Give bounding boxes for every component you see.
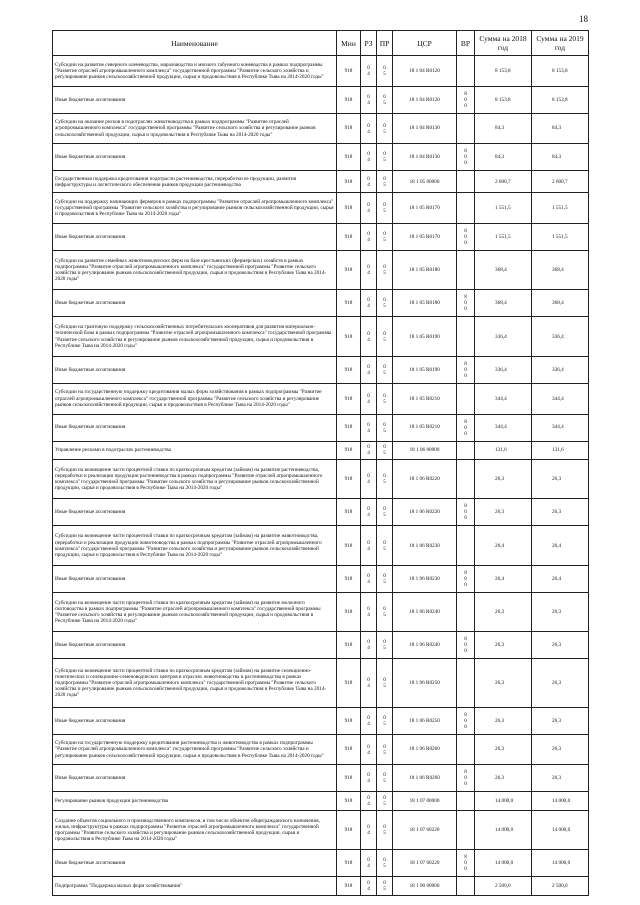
cell-min: 918 (337, 526, 361, 566)
cell-vr: 8 0 0 (457, 499, 475, 526)
cell-vr (457, 459, 475, 499)
cell-name: Иные бюджетные ассигнования (53, 86, 337, 113)
cell-name: Иные бюджетные ассигнования (53, 765, 337, 792)
cell-name: Подпрограмма "Поддержка малых форм хозяйствования" (53, 877, 337, 896)
table-row (53, 171, 589, 193)
column-header-vr: ВР (457, 31, 475, 56)
table-row (53, 707, 589, 734)
table-row (53, 499, 589, 526)
cell-csr: 18 1 00 00000 (393, 877, 457, 896)
cell-pr: 0 5 (377, 459, 393, 499)
cell-pr: 0 5 (377, 56, 393, 87)
cell-vr (457, 193, 475, 224)
cell-sum-2018: 1 551,5 (475, 223, 532, 250)
cell-csr: 18 1 07 60220 (393, 810, 457, 850)
cell-sum-2018: 368,4 (475, 250, 532, 290)
table-row (53, 526, 589, 566)
cell-min: 918 (337, 317, 361, 357)
table-body (53, 56, 589, 896)
cell-csr: 18 1 05 R0180 (393, 250, 457, 290)
table-header-row (53, 31, 589, 56)
cell-min: 918 (337, 499, 361, 526)
cell-name: Иные бюджетные ассигнования (53, 414, 337, 441)
cell-rz: 0 4 (361, 792, 377, 810)
cell-csr: 18 1 05 R0180 (393, 290, 457, 317)
cell-min: 918 (337, 659, 361, 707)
cell-csr: 18 1 05 00000 (393, 171, 457, 193)
column-header-sum-2019: Сумма на 2019 год (532, 31, 589, 56)
cell-name: Субсидии на возмещение части процентной ставки по краткосрочным кредитам (займам) на развитие животноводства, переработки и реализации продукции животноводства в рамках подпрограммы "Развитие отраслей агропромышленного комплекса" государственной программы "Развитие сельского хозяйства и регулирование рынков сельскохозяйственной продукции, сырья и продовольствия в Республике Тыва на 2014-2020 годы" (53, 526, 337, 566)
cell-name: Государственная поддержка кредитования подотрасли растениеводства, переработки ее продукции, развития инфраструктуры и логистического обеспечения рынков продукции растениеводства (53, 171, 337, 193)
cell-csr: 18 1 04 R0120 (393, 56, 457, 87)
cell-min: 918 (337, 414, 361, 441)
cell-sum-2018: 1 551,5 (475, 193, 532, 224)
table-row (53, 441, 589, 459)
cell-sum-2019: 344,4 (532, 383, 589, 414)
cell-sum-2019: 26,4 (532, 526, 589, 566)
cell-sum-2018: 344,4 (475, 414, 532, 441)
cell-rz: 0 4 (361, 56, 377, 87)
cell-sum-2019: 2 500,0 (532, 877, 589, 896)
cell-min: 918 (337, 441, 361, 459)
cell-pr: 0 5 (377, 414, 393, 441)
cell-pr: 0 5 (377, 565, 393, 592)
cell-name: Субсидии на возмещение части процентной ставки по краткосрочным кредитам (займам) на развитие молочного скотоводства в рамках подпрограммы "Развитие отраслей агропромышленного комплекса" государственной программы "Развитие сельского хозяйства и регулирование рынков сельскохозяйственной продукции, сырья и продовольствия в Республике Тыва на 2014-2020 годы" (53, 592, 337, 632)
cell-vr: 8 0 0 (457, 414, 475, 441)
cell-vr (457, 383, 475, 414)
cell-csr: 18 1 06 R0240 (393, 592, 457, 632)
cell-csr: 18 1 06 00000 (393, 441, 457, 459)
cell-pr: 0 5 (377, 223, 393, 250)
cell-csr: 18 1 06 R0250 (393, 659, 457, 707)
cell-sum-2019: 26,3 (532, 459, 589, 499)
table-row (53, 317, 589, 357)
cell-name: Иные бюджетные ассигнования (53, 850, 337, 877)
cell-sum-2019: 344,4 (532, 414, 589, 441)
cell-name: Иные бюджетные ассигнования (53, 144, 337, 171)
cell-sum-2018: 368,4 (475, 290, 532, 317)
cell-min: 918 (337, 290, 361, 317)
cell-vr (457, 113, 475, 144)
cell-rz: 0 4 (361, 113, 377, 144)
table-row (53, 765, 589, 792)
cell-pr: 0 5 (377, 632, 393, 659)
cell-sum-2018: 344,4 (475, 383, 532, 414)
cell-rz: 0 4 (361, 526, 377, 566)
cell-sum-2018: 336,4 (475, 317, 532, 357)
cell-rz: 0 4 (361, 250, 377, 290)
cell-sum-2018: 26,3 (475, 765, 532, 792)
cell-sum-2018: 2 500,0 (475, 877, 532, 896)
table-row (53, 290, 589, 317)
cell-pr: 0 5 (377, 877, 393, 896)
cell-pr: 0 5 (377, 317, 393, 357)
cell-sum-2018: 84,3 (475, 113, 532, 144)
cell-csr: 18 1 04 R0130 (393, 113, 457, 144)
cell-min: 918 (337, 592, 361, 632)
cell-min: 918 (337, 113, 361, 144)
cell-vr (457, 810, 475, 850)
cell-min: 918 (337, 707, 361, 734)
budget-table (52, 30, 589, 896)
cell-sum-2019: 8 153,8 (532, 86, 589, 113)
cell-sum-2019: 8 153,8 (532, 56, 589, 87)
cell-min: 918 (337, 223, 361, 250)
cell-min: 918 (337, 383, 361, 414)
cell-csr: 18 1 05 R0170 (393, 193, 457, 224)
table-row (53, 850, 589, 877)
cell-vr: 8 0 0 (457, 850, 475, 877)
cell-vr (457, 592, 475, 632)
table-row (53, 86, 589, 113)
page-number: 18 (579, 14, 588, 24)
cell-pr: 0 5 (377, 592, 393, 632)
cell-pr: 0 5 (377, 499, 393, 526)
cell-min: 918 (337, 565, 361, 592)
cell-sum-2019: 14 000,0 (532, 792, 589, 810)
cell-sum-2018: 26,3 (475, 632, 532, 659)
cell-rz: 0 4 (361, 171, 377, 193)
cell-sum-2018: 14 000,0 (475, 792, 532, 810)
cell-name: Субсидии на оказание рисков в подотраслях животноводства в рамках подпрограммы "Развитие отраслей агропромышленного комплекса" государственной программы "Развитие сельского хозяйства и регулирование рынков сельскохозяйственной продукции, сырья и продовольствия в Республике Тыва на 2014-2020 годы" (53, 113, 337, 144)
cell-rz: 0 4 (361, 86, 377, 113)
table-row (53, 734, 589, 765)
cell-name: Регулирование рынков продукции растениеводства (53, 792, 337, 810)
cell-rz: 0 4 (361, 707, 377, 734)
cell-rz: 0 4 (361, 317, 377, 357)
cell-min: 918 (337, 792, 361, 810)
cell-csr: 18 1 05 R0170 (393, 223, 457, 250)
column-header-rz: РЗ (361, 31, 377, 56)
cell-vr: 8 0 0 (457, 290, 475, 317)
cell-pr: 0 5 (377, 792, 393, 810)
cell-vr (457, 659, 475, 707)
cell-sum-2018: 26,3 (475, 659, 532, 707)
cell-rz: 0 4 (361, 414, 377, 441)
cell-rz: 0 4 (361, 356, 377, 383)
cell-pr: 0 5 (377, 171, 393, 193)
cell-sum-2019: 368,4 (532, 250, 589, 290)
table-row (53, 356, 589, 383)
cell-rz: 0 4 (361, 290, 377, 317)
cell-name: Управление рисками в подотраслях растениеводства (53, 441, 337, 459)
table-row (53, 877, 589, 896)
cell-vr (457, 734, 475, 765)
cell-sum-2018: 26,4 (475, 565, 532, 592)
cell-min: 918 (337, 877, 361, 896)
cell-csr: 18 1 06 R0240 (393, 632, 457, 659)
cell-sum-2018: 26,3 (475, 459, 532, 499)
cell-min: 918 (337, 356, 361, 383)
cell-csr: 18 1 06 R0230 (393, 526, 457, 566)
cell-vr: 8 0 0 (457, 707, 475, 734)
cell-min: 918 (337, 810, 361, 850)
cell-vr (457, 526, 475, 566)
cell-vr (457, 171, 475, 193)
cell-csr: 18 1 07 60220 (393, 850, 457, 877)
cell-min: 918 (337, 171, 361, 193)
cell-csr: 18 1 06 R0220 (393, 459, 457, 499)
cell-sum-2018: 26,4 (475, 526, 532, 566)
cell-pr: 0 5 (377, 707, 393, 734)
table-row (53, 56, 589, 87)
cell-name: Субсидии на развитие северного оленеводства, мараловодства и мясного табунного коневодства в рамках подпрограммы "Развитие отраслей агропромышленного комплекса" государственной программы "Развитие сельского хозяйства и регулирование рынков сельскохозяйственной продукции, сырья и продовольствия в Республике Тыва на 2014-2020 годы" (53, 56, 337, 87)
cell-vr (457, 877, 475, 896)
cell-vr (457, 792, 475, 810)
cell-name: Субсидии на государственную поддержку кредитования малых форм хозяйствования в рамках подпрограммы "Развитие отраслей агропромышленного комплекса" государственной программы "Развитие сельского хозяйства и регулирование рынков сельскохозяйственной продукции, сырья и продовольствия в Республике Тыва на 2014-2020 годы" (53, 383, 337, 414)
cell-sum-2019: 26,3 (532, 592, 589, 632)
cell-csr: 18 1 04 R0120 (393, 86, 457, 113)
table-row (53, 565, 589, 592)
cell-rz: 0 4 (361, 144, 377, 171)
cell-vr (457, 56, 475, 87)
cell-min: 918 (337, 144, 361, 171)
cell-vr: 8 0 0 (457, 356, 475, 383)
table-row (53, 659, 589, 707)
cell-min: 918 (337, 765, 361, 792)
cell-csr: 18 1 07 00000 (393, 792, 457, 810)
cell-pr: 0 5 (377, 193, 393, 224)
cell-rz: 0 4 (361, 659, 377, 707)
cell-rz: 0 4 (361, 193, 377, 224)
table-row (53, 459, 589, 499)
cell-sum-2018: 14 000,0 (475, 810, 532, 850)
column-header-min: Мин (337, 31, 361, 56)
cell-pr: 0 5 (377, 765, 393, 792)
cell-pr: 0 5 (377, 526, 393, 566)
cell-sum-2019: 26,3 (532, 734, 589, 765)
cell-csr: 18 1 06 R0260 (393, 734, 457, 765)
cell-name: Иные бюджетные ассигнования (53, 499, 337, 526)
cell-csr: 18 1 04 R0130 (393, 144, 457, 171)
cell-sum-2019: 336,4 (532, 317, 589, 357)
cell-sum-2019: 1 551,5 (532, 193, 589, 224)
cell-sum-2019: 368,4 (532, 290, 589, 317)
cell-name: Субсидии на развитие семейных животноводческих ферм на базе крестьянских (фермерских) хозяйств в рамках подпрограммы "Развитие отраслей агропромышленного комплекса" государственной программы "Развитие сельского хозяйства и регулирование рынков сельскохозяйственной продукции, сырья и продовольствия в Республике Тыва на 2014-2020 годы" (53, 250, 337, 290)
cell-name: Субсидии на поддержку начинающих фермеров в рамках подпрограммы "Развитие отраслей агропромышленного комплекса" государственной программы "Развитие сельского хозяйства и регулирование рынков сельскохозяйственной продукции, сырья и продовольствия в Республике Тыва на 2014-2020 годы" (53, 193, 337, 224)
cell-sum-2018: 131,6 (475, 441, 532, 459)
cell-sum-2018: 14 000,0 (475, 850, 532, 877)
cell-sum-2019: 131,6 (532, 441, 589, 459)
cell-name: Иные бюджетные ассигнования (53, 356, 337, 383)
table-row (53, 383, 589, 414)
cell-csr: 18 1 06 R0220 (393, 499, 457, 526)
cell-sum-2019: 26,4 (532, 565, 589, 592)
cell-rz: 0 4 (361, 441, 377, 459)
column-header-name: Наименование (53, 31, 337, 56)
cell-pr: 0 5 (377, 850, 393, 877)
cell-sum-2018: 2 600,7 (475, 171, 532, 193)
cell-csr: 18 1 05 R0210 (393, 383, 457, 414)
cell-rz: 0 4 (361, 765, 377, 792)
cell-min: 918 (337, 86, 361, 113)
cell-sum-2018: 8 153,8 (475, 56, 532, 87)
cell-name: Субсидии на государственную поддержку кредитования растениеводства и животноводства в рамках подпрограммы "Развитие отраслей агропромышленного комплекса" государственной программы "Развитие сельского хозяйства и регулирование рынков сельскохозяйственной продукции, сырья и продовольствия в Республике Тыва на 2014-2020 годы" (53, 734, 337, 765)
cell-name: Субсидии на возмещение части процентной ставки по краткосрочным кредитам (займам) на развитие растениеводства, переработки и реализации продукции растениеводства в рамках подпрограммы "Развитие отраслей агропромышленного комплекса" государственной программы "Развитие сельского хозяйства и регулирование рынков сельскохозяйственной продукции, сырья и продовольствия в Республике Тыва на 2014-2020 годы" (53, 459, 337, 499)
column-header-csr: ЦСР (393, 31, 457, 56)
table-row (53, 592, 589, 632)
cell-name: Субсидии на грантовую поддержку сельскохозяйственных потребительских кооперативов для развития материально-технической базы в рамках подпрограммы "Развитие отраслей агропромышленного комплекса" государственной программы "Развитие сельского хозяйства и регулирование рынков сельскохозяйственной продукции, сырья и продовольствия в Республике Тыва на 2014-2020 годы" (53, 317, 337, 357)
cell-min: 918 (337, 632, 361, 659)
table-row (53, 113, 589, 144)
cell-pr: 0 5 (377, 734, 393, 765)
table-row (53, 414, 589, 441)
cell-sum-2019: 26,3 (532, 765, 589, 792)
cell-rz: 0 4 (361, 459, 377, 499)
cell-sum-2018: 336,4 (475, 356, 532, 383)
cell-name: Иные бюджетные ассигнования (53, 223, 337, 250)
cell-sum-2019: 26,3 (532, 659, 589, 707)
cell-vr: 8 0 0 (457, 632, 475, 659)
cell-pr: 0 5 (377, 383, 393, 414)
cell-sum-2019: 14 000,0 (532, 850, 589, 877)
cell-sum-2019: 2 600,7 (532, 171, 589, 193)
cell-sum-2018: 84,3 (475, 144, 532, 171)
cell-sum-2019: 14 000,0 (532, 810, 589, 850)
cell-sum-2019: 336,4 (532, 356, 589, 383)
cell-pr: 0 5 (377, 810, 393, 850)
cell-name: Субсидии на возмещение части процентной ставки по краткосрочным кредитам (займам) на развитие селекционно-генетических и селекционно-семеноводческих центров в отраслях животноводства и растениеводства в рамках подпрограммы "Развитие отраслей агропромышленного комплекса" государственной программы "Развитие сельского хозяйства и регулирование рынков сельскохозяйственной продукции, сырья и продовольствия в Республике Тыва на 2014-2020 годы" (53, 659, 337, 707)
cell-pr: 0 5 (377, 250, 393, 290)
cell-name: Иные бюджетные ассигнования (53, 632, 337, 659)
cell-vr: 8 0 0 (457, 765, 475, 792)
table-row (53, 193, 589, 224)
table-row (53, 223, 589, 250)
cell-rz: 0 4 (361, 383, 377, 414)
cell-vr: 8 0 0 (457, 86, 475, 113)
cell-sum-2019: 26,3 (532, 707, 589, 734)
table-row (53, 144, 589, 171)
cell-vr (457, 441, 475, 459)
cell-rz: 0 4 (361, 810, 377, 850)
cell-csr: 18 1 05 R0190 (393, 317, 457, 357)
cell-pr: 0 5 (377, 86, 393, 113)
cell-sum-2019: 26,3 (532, 499, 589, 526)
cell-pr: 0 5 (377, 290, 393, 317)
cell-min: 918 (337, 734, 361, 765)
cell-csr: 18 1 06 R0250 (393, 707, 457, 734)
table-row (53, 632, 589, 659)
cell-sum-2018: 26,3 (475, 734, 532, 765)
cell-min: 918 (337, 850, 361, 877)
cell-rz: 0 4 (361, 850, 377, 877)
cell-rz: 0 4 (361, 592, 377, 632)
cell-name: Создание объектов социального и производственного комплексов, в том числе объектов общегражданского назначения, жилья, инфраструктуры в рамках подпрограммы "Развитие отраслей агропромышленного комплекса" государственной программы "Развитие сельского хозяйства и регулирование рынков сельскохозяйственной продукции, сырья и продовольствия в Республике Тыва на 2014-2020 годы" (53, 810, 337, 850)
cell-rz: 0 4 (361, 223, 377, 250)
table-row (53, 810, 589, 850)
cell-csr: 18 1 06 R0230 (393, 565, 457, 592)
cell-sum-2019: 84,3 (532, 113, 589, 144)
cell-min: 918 (337, 459, 361, 499)
cell-sum-2018: 26,3 (475, 592, 532, 632)
cell-min: 918 (337, 250, 361, 290)
table-row (53, 792, 589, 810)
cell-rz: 0 4 (361, 877, 377, 896)
cell-vr (457, 317, 475, 357)
cell-rz: 0 4 (361, 632, 377, 659)
cell-sum-2019: 1 551,5 (532, 223, 589, 250)
cell-sum-2019: 84,3 (532, 144, 589, 171)
cell-pr: 0 5 (377, 441, 393, 459)
cell-vr: 8 0 0 (457, 144, 475, 171)
cell-pr: 0 5 (377, 356, 393, 383)
cell-min: 918 (337, 56, 361, 87)
cell-rz: 0 4 (361, 499, 377, 526)
cell-vr: 8 0 0 (457, 565, 475, 592)
cell-csr: 18 1 05 R0210 (393, 414, 457, 441)
cell-pr: 0 5 (377, 659, 393, 707)
cell-sum-2018: 26,3 (475, 499, 532, 526)
cell-name: Иные бюджетные ассигнования (53, 707, 337, 734)
cell-vr: 8 0 0 (457, 223, 475, 250)
cell-csr: 18 1 05 R0190 (393, 356, 457, 383)
cell-rz: 0 4 (361, 565, 377, 592)
cell-name: Иные бюджетные ассигнования (53, 565, 337, 592)
cell-min: 918 (337, 193, 361, 224)
cell-pr: 0 5 (377, 144, 393, 171)
cell-sum-2018: 26,3 (475, 707, 532, 734)
cell-pr: 0 5 (377, 113, 393, 144)
column-header-sum-2018: Сумма на 2018 год (475, 31, 532, 56)
column-header-pr: ПР (377, 31, 393, 56)
table-row (53, 250, 589, 290)
cell-csr: 18 1 06 R0260 (393, 765, 457, 792)
cell-sum-2019: 26,3 (532, 632, 589, 659)
cell-sum-2018: 8 153,8 (475, 86, 532, 113)
cell-name: Иные бюджетные ассигнования (53, 290, 337, 317)
cell-rz: 0 4 (361, 734, 377, 765)
cell-vr (457, 250, 475, 290)
